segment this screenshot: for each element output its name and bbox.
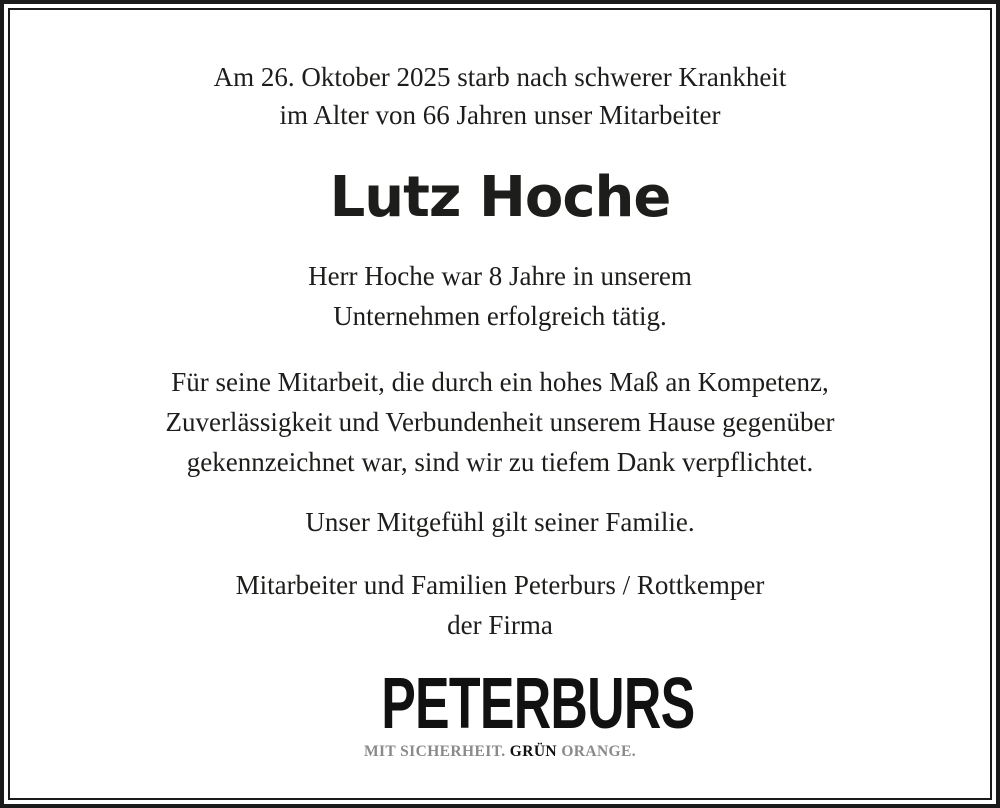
signature-line-1: Mitarbeiter und Familien Peterburs / Rottkemper xyxy=(235,570,765,600)
signature-text xyxy=(0,565,1000,645)
company-logo xyxy=(335,664,695,762)
intro-text xyxy=(0,58,1000,134)
tenure-line-2: Unternehmen erfolgreich tätig. xyxy=(333,301,667,331)
gratitude-line-3: gekennzeichnet war, sind wir zu tiefem Dank verpflichtet. xyxy=(186,447,814,477)
gratitude-line-2: Zuverlässigkeit und Verbundenheit unserem Hause gegenüber xyxy=(165,407,835,437)
intro-line-2: im Alter von 66 Jahren unser Mitarbeiter xyxy=(279,100,721,130)
tenure-text xyxy=(0,256,1000,336)
slogan-part-1: MIT SICHERHEIT. xyxy=(363,743,506,760)
intro-line-1: Am 26. Oktober 2025 starb nach schwerer Krankheit xyxy=(213,62,787,92)
tenure-line-1: Herr Hoche war 8 Jahre in unserem xyxy=(308,261,692,291)
slogan-part-2: GRÜN xyxy=(509,743,558,760)
signature-line-2: der Firma xyxy=(447,610,553,640)
slogan-part-3: ORANGE. xyxy=(561,743,637,760)
sympathy-text: Unser Mitgefühl gilt seiner Familie. xyxy=(305,507,695,537)
deceased-name: Lutz Hoche xyxy=(329,165,671,230)
logo-wordmark: PETERBURS xyxy=(381,664,695,744)
gratitude-text xyxy=(0,362,1000,482)
gratitude-line-1: Für seine Mitarbeit, die durch ein hohes Maß an Kompetenz, xyxy=(171,367,829,397)
logo-slogan xyxy=(335,742,665,762)
